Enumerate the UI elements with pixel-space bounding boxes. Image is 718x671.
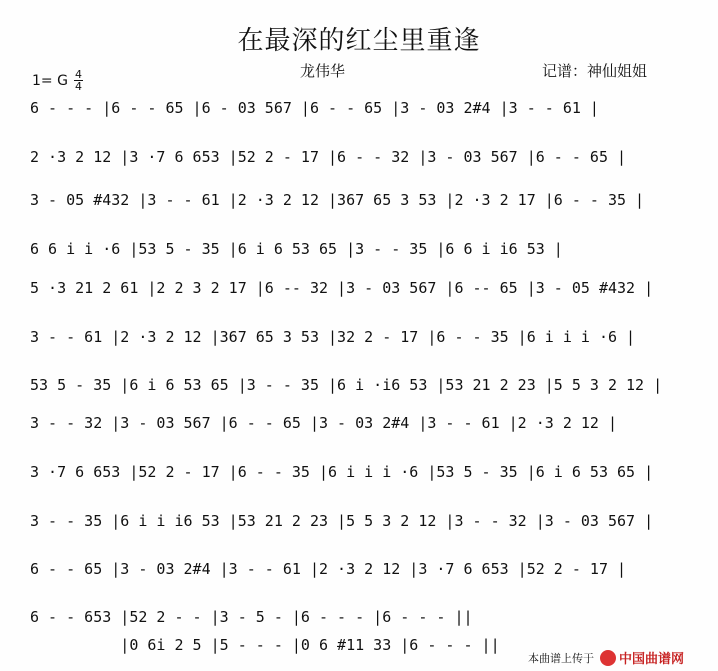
notation-row-3: 3 - 05 #432 |3 - - 61 |2 ·3 2 12 |367 65 3 53 |2 ·3 2 17 |6 - - 35 | bbox=[30, 191, 645, 209]
site-logo-icon bbox=[600, 650, 616, 666]
time-top: 4 bbox=[74, 68, 82, 81]
upload-note bbox=[528, 648, 684, 667]
notation-row-8: 3 - - 32 |3 - 03 567 |6 - - 65 |3 - 03 2#4 |3 - - 61 |2 ·3 2 12 | bbox=[30, 414, 617, 432]
notation-row-5: 5 ·3 21 2 61 |2 2 3 2 17 |6 -- 32 |3 - 03 567 |6 -- 65 |3 - 05 #432 | bbox=[30, 279, 654, 297]
performer-name: 龙伟华 bbox=[300, 62, 346, 80]
upload-text: 本曲谱上传于 bbox=[528, 651, 594, 665]
notation-row-10: 3 - - 35 |6 i i i6 53 |53 21 2 23 |5 5 3 2 12 |3 - - 32 |3 - 03 567 | bbox=[30, 512, 654, 530]
notation-row-4: 6 6 i i ·6 |53 5 - 35 |6 i 6 53 65 |3 - - 35 |6 6 i i6 53 | bbox=[30, 240, 563, 258]
notation-row-9: 3 ·7 6 653 |52 2 - 17 |6 - - 35 |6 i i i ·6 |53 5 - 35 |6 i 6 53 65 | bbox=[30, 463, 654, 481]
notation-row-11: 6 - - 65 |3 - 03 2#4 |3 - - 61 |2 ·3 2 12 |3 ·7 6 653 |52 2 - 17 | bbox=[30, 560, 627, 578]
notation-row-7: 53 5 - 35 |6 i 6 53 65 |3 - - 35 |6 i ·i6 53 |53 21 2 23 |5 5 3 2 12 | bbox=[30, 376, 663, 394]
time-bottom: 4 bbox=[74, 80, 82, 93]
notation-row-12-lower: |0 6i 2 5 |5 - - - |0 6 #11 33 |6 - - - || bbox=[30, 636, 500, 654]
song-title: 在最深的红尘里重逢 bbox=[237, 26, 481, 56]
time-signature bbox=[74, 69, 83, 92]
recorder-credit: 记谱：神仙姐姐 bbox=[542, 62, 648, 80]
site-logo-text: 中国曲谱网 bbox=[619, 652, 685, 667]
notation-row-1: 6 - - - |6 - - 65 |6 - 03 567 |6 - - 65 |3 - 03 2#4 |3 - - 61 | bbox=[30, 99, 599, 117]
notation-row-12-upper: 6 - - 653 |52 2 - - |3 - 5 - |6 - - - |6 - - - || bbox=[30, 608, 473, 626]
notation-row-2: 2 ·3 2 12 |3 ·7 6 653 |52 2 - 17 |6 - - 32 |3 - 03 567 |6 - - 65 | bbox=[30, 148, 627, 166]
key-label: 1= G bbox=[32, 72, 68, 89]
notation-row-6: 3 - - 61 |2 ·3 2 12 |367 65 3 53 |32 2 - 17 |6 - - 35 |6 i i i ·6 | bbox=[30, 328, 636, 346]
key-signature bbox=[32, 69, 83, 92]
